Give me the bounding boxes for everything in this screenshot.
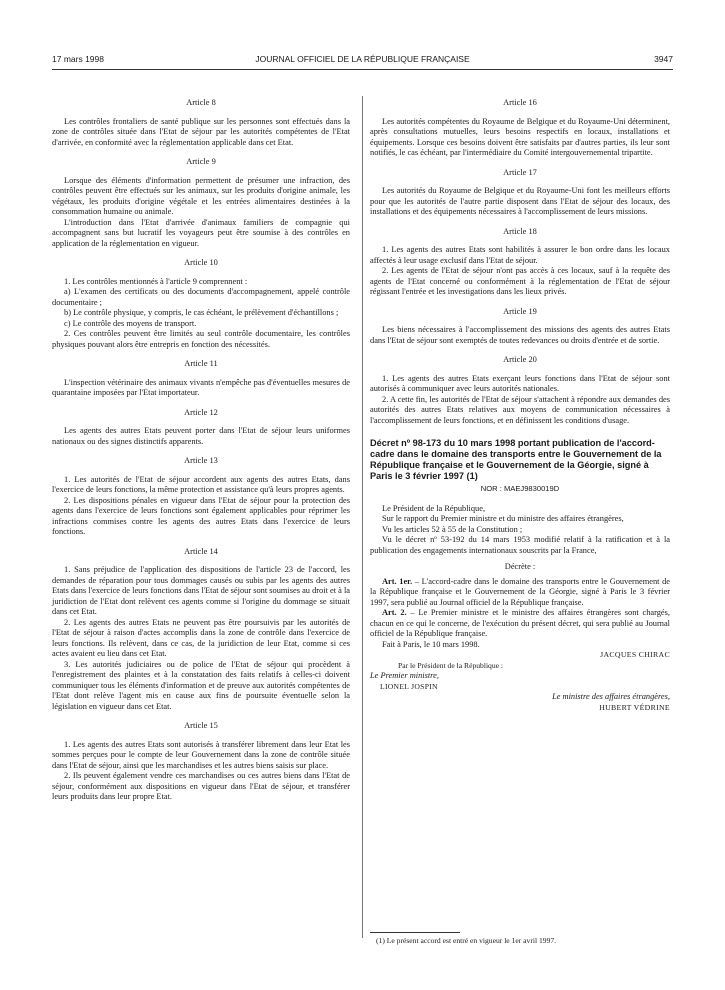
decree-article-1	[370, 577, 670, 609]
article-block	[52, 258, 350, 350]
article-block	[52, 721, 350, 803]
article-paragraph: 1. Les autorités de l'Etat de séjour accordent aux agents des autres Etats, dans l'exercice de leurs fonctions, la même protection et assistance qu'à leurs propres agents.	[52, 474, 350, 494]
article-2-text: – Le Premier ministre et le ministre des affaires étrangères sont chargés, chacun en ce qui le concerne, de l'exécution du présent décret, qui sera publié au Journal officiel de la République française.	[370, 608, 670, 638]
article-title: Article 19	[503, 306, 537, 316]
by-president-line: Par le Président de la République :	[398, 660, 504, 670]
decree-article-2	[370, 608, 670, 640]
article-paragraph: 1. Les agents des autres Etats sont habilités à assurer le bon ordre dans les locaux affectés à leur usage exclusif dans l'Etat de séjour.	[370, 245, 670, 265]
column-divider	[362, 96, 363, 938]
article-block	[370, 355, 670, 426]
article-block	[52, 98, 350, 148]
decree-intro-line: Vu les articles 52 à 55 de la Constitution ;	[382, 524, 523, 534]
article-title: Article 9	[186, 157, 216, 166]
article-paragraph: Les biens nécessaires à l'accomplissement des missions des agents des autres Etats dans l'Etat de séjour sont exemptés de toutes redevances ou droits d'entrée et de sortie.	[370, 325, 670, 345]
article-paragraph: 1. Les contrôles mentionnés à l'article 9 comprennent :	[64, 276, 248, 286]
header-page-number: 3947	[654, 54, 673, 64]
article-paragraph: Lorsque des éléments d'information permettent de présumer une infraction, des contrôles peuvent être effectués sur les animaux, sur les produits d'origine animale, les végétaux, les produits d'origine végétale et les entrées alimentaires destinées à la consommation humaine ou animale.	[52, 175, 350, 216]
article-paragraph: Les agents des autres Etats peuvent porter dans l'Etat de séjour leurs uniformes nationaux ou des signes distinctifs apparents.	[52, 426, 350, 446]
article-paragraph: Les contrôles frontaliers de santé publique sur les personnes sont effectués dans la zone de contrôles située dans l'Etat de séjour par les autorités compétentes de l'Etat d'arrivée, en conformité avec la réglementation applicable dans cet Etat.	[52, 116, 350, 147]
decree-title: Décret nº 98-173 du 10 mars 1998 portant publication de l'accord-cadre dans le domaine des transports entre le Gouvernement de la République française et le Gouvernement de la Géorgie, signé à Paris le 3 février 1997 (1)	[370, 438, 662, 481]
article-paragraph: 2. Les agents de l'Etat de séjour n'ont pas accès à ces locaux, sauf à la requête des agents de l'Etat concerné ou conformément à la réglementation de l'Etat de séjour régissant l'entrée et les investigations dans les lieux privés.	[370, 266, 670, 296]
header-journal-title: JOURNAL OFFICIEL DE LA RÉPUBLIQUE FRANÇAISE	[255, 54, 470, 64]
right-articles	[370, 98, 670, 426]
article-paragraph: 2. Ces contrôles peuvent être limités au seul contrôle documentaire, les contrôles physiques pouvant alors être entrepris en fonction des nécessités.	[52, 329, 350, 349]
article-title: Article 20	[503, 355, 537, 364]
article-paragraph: c) Le contrôle des moyens de transport.	[64, 318, 197, 328]
fa-name: HUBERT VÉDRINE	[599, 702, 670, 712]
article-paragraph: L'inspection vétérinaire des animaux vivants n'empêche pas d'éventuelles mesures de quarantaine imposées par l'Etat importateur.	[52, 377, 350, 397]
article-block	[370, 227, 670, 298]
article-block	[370, 98, 670, 159]
page-header	[52, 54, 673, 68]
article-paragraph: a) L'examen des certificats ou des documents d'accompagnement, appelé contrôle documentaire ;	[52, 287, 350, 307]
article-paragraph: 2. A cette fin, les autorités de l'Etat de séjour s'attachent à répondre aux demandes des autorités des autres Etats relatives aux moyens de communication nécessaires à l'accomplissement de leurs fonctions, et en définissent les conditions d'usage.	[370, 394, 670, 425]
article-paragraph: 2. Ils peuvent également vendre ces marchandises ou ces autres biens dans l'Etat de séjour, conformément aux dispositions en vigueur dans l'Etat de séjour, et transférer leurs produits dans leur propre Etat.	[52, 771, 350, 801]
article-title: Article 17	[503, 167, 537, 177]
article-paragraph: Les autorités compétentes du Royaume de Belgique et du Royaume-Uni déterminent, après consultations mutuelles, leurs besoins respectifs en locaux, installations et équipements. Lorsque ces besoins doivent être satisfaits par d'autres parties, ils leur sont notifiés, le cas échéant, par l'intermédiaire du Comité intergouvernemental tripartite.	[370, 116, 670, 157]
article-block	[52, 547, 350, 713]
article-paragraph: 3. Les autorités judiciaires ou de police de l'Etat de séjour qui procèdent à l'enregistrement des plaintes et à la constatation des faits relatifs à celles-ci doivent communiquer tous les éléments d'information et de preuve aux autorités compétentes de l'Etat dont relève l'agent mis en cause aux fins de poursuite éventuelle selon la législation en vigueur dans cet Etat.	[52, 659, 350, 711]
decree-decrete: Décrète :	[504, 562, 536, 571]
article-block	[52, 408, 350, 448]
header-rule	[52, 69, 673, 70]
article-title: Article 15	[184, 721, 218, 730]
article-block	[52, 359, 350, 399]
decree-intro-line: Sur le rapport du Premier ministre et du ministre des affaires étrangères,	[382, 514, 624, 523]
article-1-label: Art. 1er.	[382, 576, 413, 586]
decree-done: Fait à Paris, le 10 mars 1998.	[382, 639, 480, 649]
pm-title: Le Premier ministre,	[370, 671, 439, 680]
article-2-label: Art. 2.	[382, 608, 407, 617]
article-1-text: – L'accord-cadre dans le domaine des transports entre le Gouvernement de la République française et le Gouvernement de la Géorgie, signé à Paris le 3 février 1997, sera publié au Journal officiel de la République française.	[370, 576, 670, 607]
header-date: 17 mars 1998	[52, 54, 104, 64]
fa-title: Le ministre des affaires étrangères,	[552, 692, 670, 701]
article-title: Article 16	[503, 98, 537, 107]
decree-intro-line: Le Président de la République,	[382, 503, 486, 513]
article-paragraph: b) Le contrôle physique, y compris, le cas échéant, le prélèvement d'échantillons ;	[64, 308, 339, 317]
footnote: (1) Le présent accord est entré en vigueur le 1er avril 1997.	[376, 936, 557, 945]
article-paragraph: 1. Les agents des autres Etats exerçant leurs fonctions dans l'Etat de séjour sont autorisés à communiquer avec leurs autorités nationales.	[370, 373, 670, 393]
article-block	[52, 157, 350, 249]
left-column	[52, 98, 350, 812]
article-title: Article 18	[503, 226, 537, 236]
decree-intro-line: Vu le décret nº 53-192 du 14 mars 1953 modifié relatif à la ratification et à la publication des engagements internationaux souscrits par la France,	[370, 535, 670, 555]
decree-nor: NOR : MAEJ9830019D	[480, 484, 560, 493]
article-title: Article 14	[184, 546, 218, 556]
signature-president: JACQUES CHIRAC	[600, 650, 670, 659]
article-title: Article 12	[184, 407, 218, 417]
article-title: Article 11	[184, 359, 218, 368]
article-title: Article 10	[184, 258, 218, 267]
article-title: Article 13	[184, 456, 218, 465]
pm-name: LIONEL JOSPIN	[380, 681, 438, 691]
right-column	[370, 98, 670, 713]
article-paragraph: 2. Les dispositions pénales en vigueur dans l'Etat de séjour pour la protection des agents dans l'exercice de leurs fonctions sont également applicables pour réprimer les infractions commises contre les agents des autres Etats dans l'exercice de leurs fonctions.	[52, 495, 350, 536]
article-paragraph: 2. Les agents des autres Etats ne peuvent pas être poursuivis par les autorités de l'Etat de séjour à raison d'actes accomplis dans la zone de contrôle dans l'exercice de leurs fonctions. Ils relèvent, dans ce cas, de la juridiction de leur Etat, comme si ces actes avaient eu lieu dans cet Etat.	[52, 617, 350, 658]
article-paragraph: L'introduction dans l'Etat d'arrivée d'animaux familiers de compagnie qui accompagnent sans but lucratif les voyageurs peut être soumise à des contrôles en application de la réglementation en vigueur.	[52, 217, 350, 248]
article-paragraph: 1. Sans préjudice de l'application des dispositions de l'article 23 de l'accord, les demandes de réparation pour tous dommages causés ou subis par les agents des autres Etats dans l'exercice de leurs fonctions dans l'Etat de séjour sont soumises au droit et à la juridiction de l'Etat dont relèvent ces agents comme si l'origine du dommage se situait dans cet Etat.	[52, 565, 350, 616]
article-block	[370, 168, 670, 218]
article-paragraph: Les autorités du Royaume de Belgique et du Royaume-Uni font les meilleurs efforts pour que les autorités de l'autre partie disposent dans l'Etat de séjour des locaux, des installations et des équipements nécessaires à l'accomplissement de leurs missions.	[370, 186, 670, 216]
article-title: Article 8	[186, 98, 216, 107]
footnote-rule	[370, 932, 460, 933]
article-block	[370, 307, 670, 347]
article-block	[52, 456, 350, 538]
article-paragraph: 1. Les agents des autres Etats sont autorisés à transférer librement dans leur Etat les sommes perçues pour le compte de leur Gouvernement dans la zone de contrôle située dans l'Etat de séjour, ainsi que les marchandises et les autres biens saisis sur place.	[52, 739, 350, 770]
